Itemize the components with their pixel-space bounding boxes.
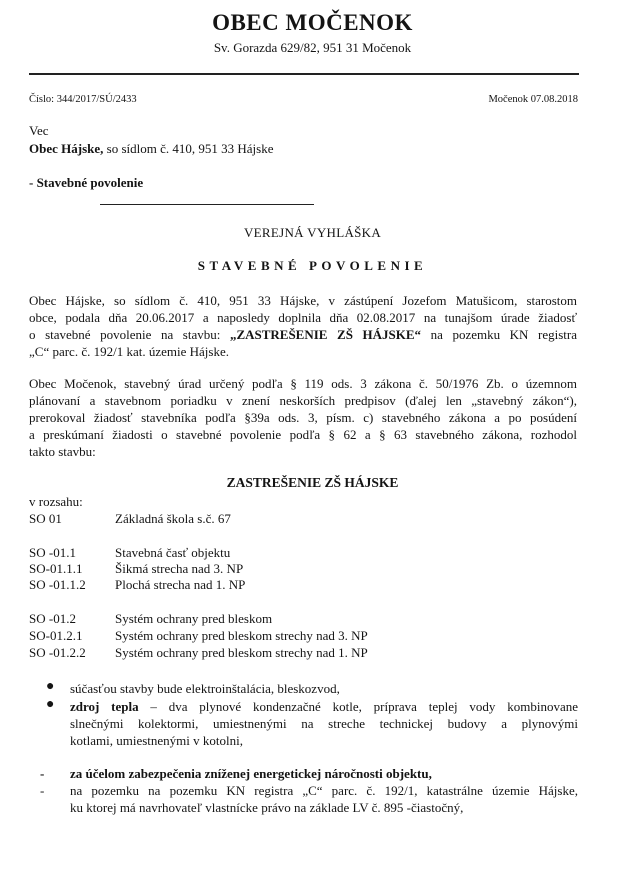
decision-paragraph	[29, 375, 577, 460]
scope-label: v rozsahu:	[29, 494, 83, 509]
scope-code: SO -01.1.2	[29, 577, 86, 592]
scope-description: Šikmá strecha nad 3. NP	[115, 561, 244, 576]
scope-code: SO -01.1	[29, 545, 76, 560]
scope-code: SO-01.1.1	[29, 561, 83, 576]
dash-item: na pozemku na pozemku KN registra „C“ parc. č. 192/1, katastrálne územie Hájske, ku ktorej má navrhovateľ vlastnícke právo na základe LV č. 895 -čiastočný,	[70, 783, 578, 815]
bullet-item: súčasťou stavby bude elektroinštalácia, bleskozvod,	[70, 681, 340, 696]
scope-code: SO -01.2.2	[29, 645, 86, 660]
scope-row	[29, 561, 243, 577]
scope-row	[29, 545, 230, 561]
application-paragraph	[29, 292, 577, 360]
project-title: ZASTREŠENIE ZŠ HÁJSKE	[226, 475, 399, 490]
paragraph-line: Obec Hájske, so sídlom č. 410, 951 33 Hájske, v zástúpení Jozefom Matušicom, starostom	[29, 293, 577, 308]
scope-code: SO-01.2.1	[29, 628, 83, 643]
dash-marker: -	[40, 783, 45, 798]
municipality-address: Sv. Gorazda 629/82, 951 31 Močenok	[213, 40, 412, 55]
subject-label: Vec	[29, 123, 49, 138]
reference-number: Číslo: 344/2017/SÚ/2433	[29, 94, 137, 105]
addressee	[29, 141, 273, 157]
place-date: Močenok 07.08.2018	[488, 94, 578, 105]
dash-marker: -	[40, 766, 45, 781]
subject-topic: - Stavebné povolenie	[29, 175, 144, 190]
scope-row	[29, 628, 368, 644]
bullet-dot-icon: ●	[46, 697, 55, 712]
paragraph-line: a preskúmaní žiadosti o stavebné povolenie podľa § 62 a § 63 stavebného zákona, rozhodol	[29, 427, 577, 442]
heat-source-label: zdroj tepla	[70, 699, 139, 714]
subject-underline	[100, 204, 314, 205]
paragraph-line: o stavebné povolenie na stavbu: „ZASTREŠENIE ZŠ HÁJSKE“ na pozemku KN registra	[29, 327, 577, 342]
notice-kind: VEREJNÁ VYHLÁŠKA	[243, 225, 382, 240]
scope-description: Základná škola s.č. 67	[115, 511, 231, 526]
project-name-inline: „ZASTREŠENIE ZŠ HÁJSKE“	[229, 327, 422, 342]
scope-row	[29, 511, 231, 527]
scope-description: Stavebná časť objektu	[115, 545, 231, 560]
bullet-item: zdroj tepla – dva plynové kondenzačné kotle, príprava teplej vody kombinovane slnečnými kolektormi, umiestnenými na streche technickej budovy a plynovými kotlami, umiestnenými v kotolni,	[70, 699, 578, 748]
paragraph-line: takto stavbu:	[29, 444, 96, 459]
paragraph-line: prerokoval žiadosť stavebníka podľa §39a ods. 3, písm. c) stavebného zákona a po posúdení	[29, 410, 577, 425]
municipality-title: OBEC MOČENOK	[212, 10, 413, 35]
paragraph-line: Obec Močenok, stavebný úrad určený podľa § 119 ods. 3 zákona č. 50/1976 Zb. o územnom	[29, 376, 577, 391]
scope-row	[29, 577, 245, 593]
scope-code: SO 01	[29, 511, 62, 526]
scope-description: Systém ochrany pred bleskom	[115, 611, 273, 626]
scope-description: Plochá strecha nad 1. NP	[115, 577, 246, 592]
scope-description: Systém ochrany pred bleskom strechy nad 1. NP	[115, 645, 368, 660]
paragraph-line: „C“ parc. č. 192/1 kat. územie Hájske.	[29, 344, 229, 359]
header-divider	[29, 73, 579, 75]
scope-code: SO -01.2	[29, 611, 76, 626]
addressee-name: Obec Hájske,	[29, 141, 104, 156]
scope-row	[29, 611, 272, 627]
dash-item: za účelom zabezpečenia zníženej energetickej náročnosti objektu,	[70, 766, 432, 781]
addressee-address: so sídlom č. 410, 951 33 Hájske	[103, 141, 274, 156]
paragraph-line: obce, podala dňa 20.06.2017 a naposledy doplnila dňa 02.08.2017 na tunajšom úrade žiadosť	[29, 310, 577, 325]
scope-row	[29, 645, 368, 661]
notice-title: STAVEBNÉ POVOLENIE	[197, 258, 428, 273]
paragraph-line: plánovaní a stavebnom poriadku v znení neskorších predpisov (ďalej len „stavebný zákon“),	[29, 393, 577, 408]
bullet-dot-icon: ●	[46, 679, 55, 694]
scope-description: Systém ochrany pred bleskom strechy nad 3. NP	[115, 628, 368, 643]
